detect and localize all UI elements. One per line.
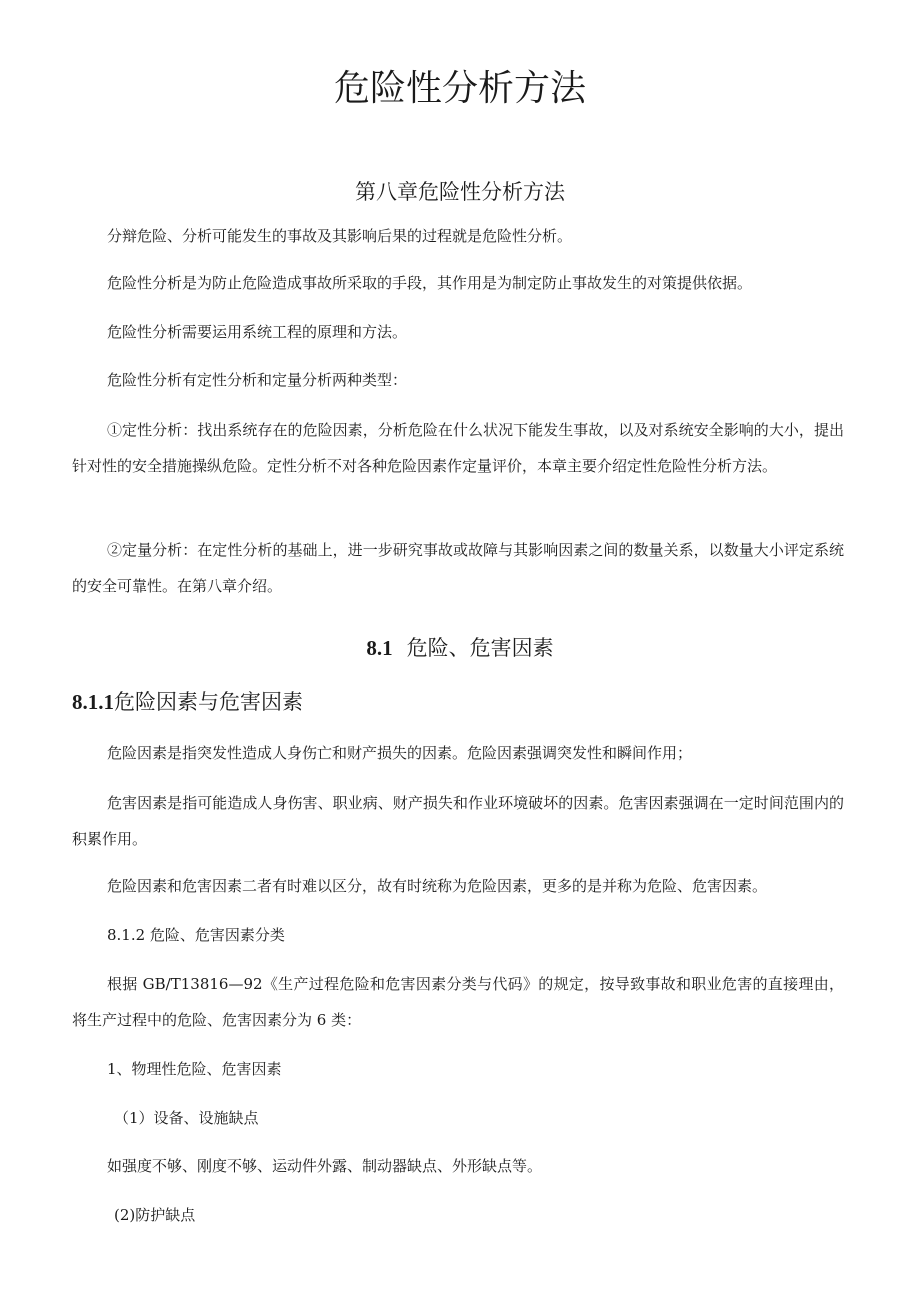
paragraph: 分辩危险、分析可能发生的事故及其影响后果的过程就是危险性分析。: [107, 227, 573, 245]
chapter-heading: 第八章危险性分析方法: [355, 180, 565, 204]
document-title: 危险性分析方法: [333, 68, 586, 109]
paragraph-qualitative: ①定性分析：找出系统存在的危险因素，分析危险在什么状况下能发生事故，以及对系统安全影响的大小，提出针对性的安全措施操纵危险。定性分析不对各种危险因素作定量评价，本章主要介绍定性危险性分析方法。: [72, 421, 844, 475]
subsection-number: 8.1.1: [72, 690, 114, 714]
list-item: 1、物理性危险、危害因素: [107, 1060, 282, 1078]
paragraph: 危险性分析需要运用系统工程的原理和方法。: [107, 323, 408, 341]
section-number: 8.1: [366, 636, 393, 660]
section-heading: [0, 632, 920, 662]
subsection-heading: [72, 686, 303, 716]
paragraph-quantitative: ②定量分析：在定性分析的基础上，进一步研究事故或故障与其影响因素之间的数量关系，以数量大小评定系统的安全可靠性。在第八章介绍。: [72, 541, 844, 595]
paragraph: 危险性分析有定性分析和定量分析两种类型：: [107, 371, 408, 389]
subsection-title: 危险因素与危害因素: [114, 690, 303, 714]
list-item: （1）设备、设施缺点: [114, 1109, 259, 1127]
paragraph: 危险因素是指突发性造成人身伤亡和财产损失的因素。危险因素强调突发性和瞬间作用；: [107, 744, 693, 762]
list-item: (2)防护缺点: [114, 1206, 196, 1224]
paragraph: 危险性分析是为防止危险造成事故所采取的手段，其作用是为制定防止事故发生的对策提供依据。: [107, 274, 753, 292]
subheading-8-1-2: 8.1.2 危险、危害因素分类: [107, 926, 285, 944]
paragraph: 危害因素是指可能造成人身伤害、职业病、财产损失和作业环境破坏的因素。危害因素强调在一定时间范围内的积累作用。: [72, 794, 844, 848]
paragraph: 危险因素和危害因素二者有时难以区分，故有时统称为危险因素，更多的是并称为危险、危害因素。: [107, 877, 768, 895]
paragraph: 如强度不够、刚度不够、运动件外露、制动器缺点、外形缺点等。: [107, 1157, 543, 1175]
paragraph: 根据 GB/T13816—92《生产过程危险和危害因素分类与代码》的规定，按导致事故和职业危害的直接理由，将生产过程中的危险、危害因素分为 6 类：: [72, 975, 844, 1029]
section-title: 危险、危害因素: [406, 636, 554, 660]
